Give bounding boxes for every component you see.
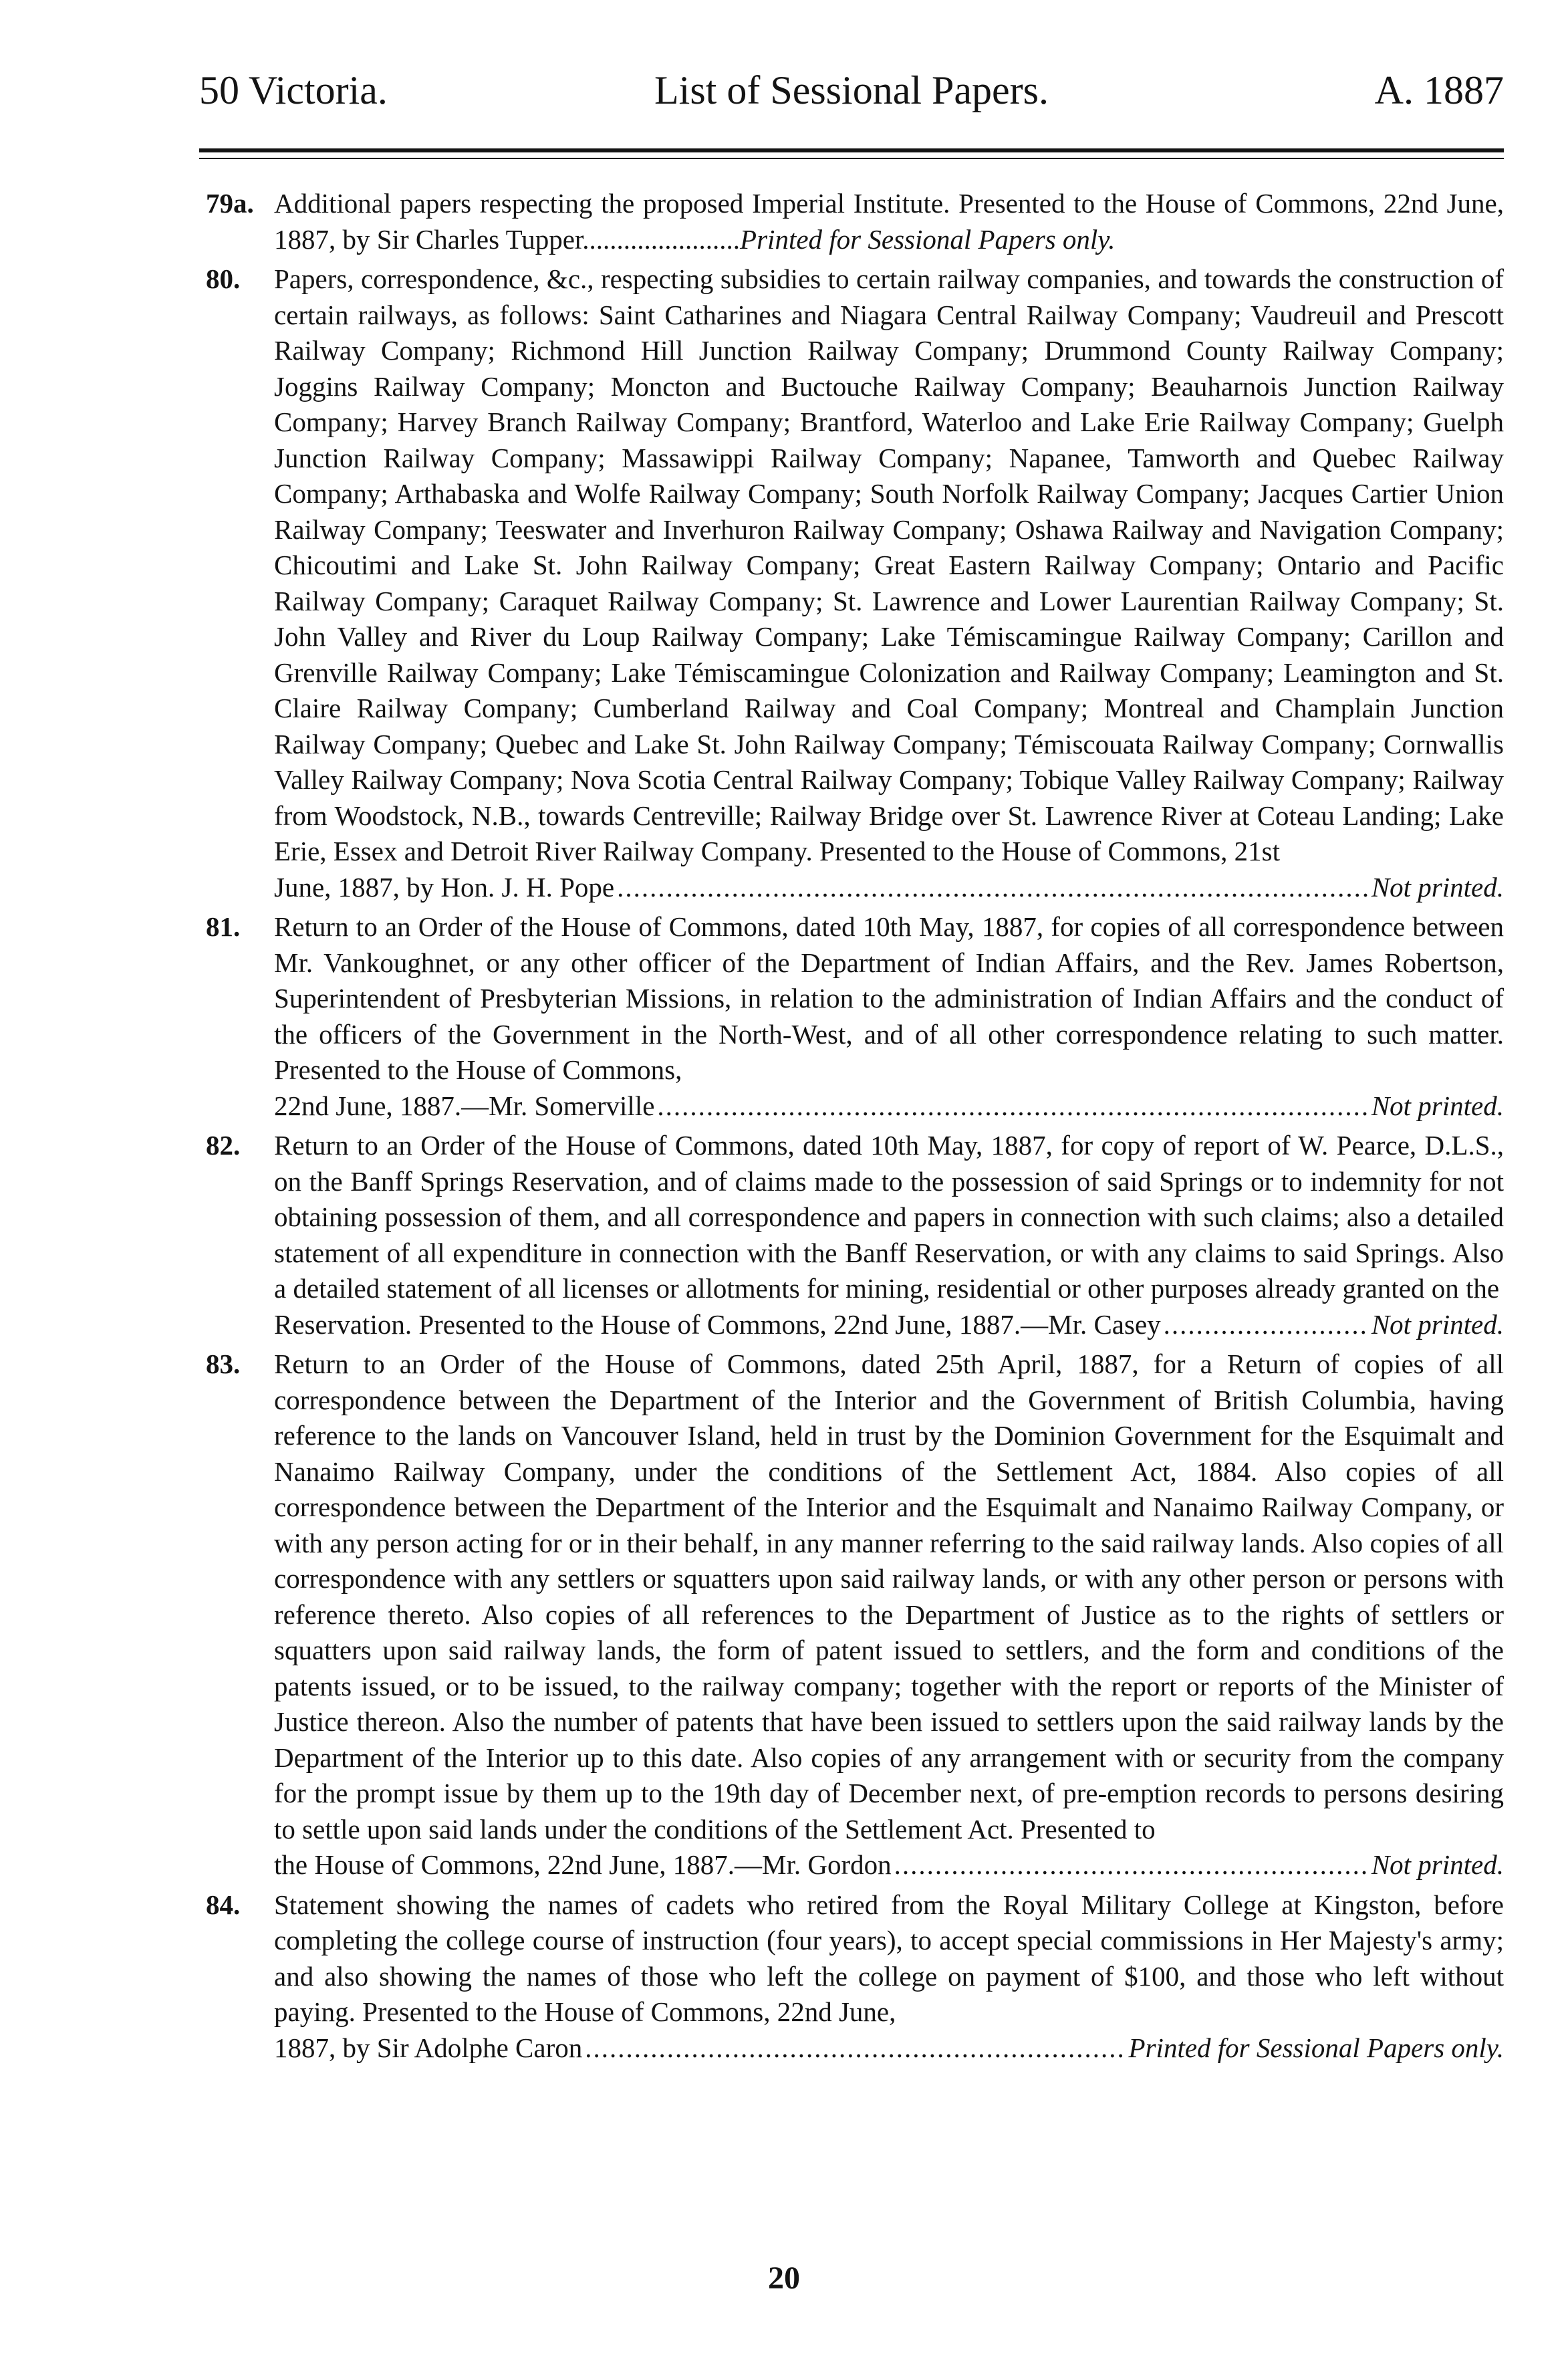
entry-leader-line: [274, 1088, 1504, 1125]
entry-number: 83.: [206, 1348, 241, 1379]
entry-79a: [199, 186, 1504, 257]
entry-text: Return to an Order of the House of Commons, dated 10th May, 1887, for copy of report of W. Pearce, D.L.S., on the Banff Springs Reservation, and of claims made to the possession of said Springs or to indemnity for not obtaining possession of them, and all correspondence and papers in connection with such claims; also a detailed statement of all expenditure in connection with the Banff Reservation, or with any claims to said Springs. Also a detailed statement of all licenses or allotments for mining, residential or other purposes already granted on the: [274, 1130, 1504, 1304]
entry-lead-text: 22nd June, 1887.—Mr. Somerville: [274, 1090, 655, 1121]
dot-leader: .......................: [582, 223, 741, 255]
header-rule-thick: [199, 148, 1504, 152]
entry-81: [199, 909, 1504, 1124]
header-session: 50 Victoria.: [199, 68, 388, 112]
entry-83: [199, 1346, 1504, 1883]
page-number: 20: [768, 2260, 800, 2296]
entry-82: [199, 1128, 1504, 1342]
entry-text: Papers, correspondence, &c., respecting subsidies to certain railway companies, and towards the construction of certain railways, as follows: Saint Catharines and Niagara Central Railway Company; Vaudreuil and Prescott Railway Company; Richmond Hill Junction Railway Company; Drummond County Railway Company; Joggins Railway Company; Moncton and Buctouche Railway Company; Beauharnois Junction Railway Company; Harvey Branch Railway Company; Brantford, Waterloo and Lake Erie Railway Company; Guelph Junction Railway Company; Massawippi Railway Company; Napanee, Tamworth and Quebec Railway Company; Arthabaska and Wolfe Railway Company; South Norfolk Railway Company; Jacques Cartier Union Railway Company; Teeswater and Inverhuron Railway Company; Oshawa Railway and Navigation Company; Chicoutimi and Lake St. John Railway Company; Great Eastern Railway Company; Ontario and Pacific Railway Company; Caraquet Railway Company; St. Lawrence and Lower Laurentian Railway Company; St. John Valley and River du Loup Railway Company; Lake Témiscamingue Railway Company; Carillon and Grenville Railway Company; Lake Témiscamingue Colonization and Railway Company; Leamington and St. Claire Railway Company; Cumberland Railway and Coal Company; Montreal and Champlain Junction Railway Company; Quebec and Lake St. John Railway Company; Témiscouata Railway Company; Cornwallis Valley Railway Company; Nova Scotia Central Railway Company; Tobique Valley Railway Company; Railway from Woodstock, N.B., towards Centreville; Railway Bridge over St. Lawrence River at Coteau Landing; Lake Erie, Essex and Detroit River Railway Company. Presented to the House of Commons, 21st: [274, 263, 1504, 866]
dot-leader: [657, 1088, 1368, 1125]
entry-lead-text: June, 1887, by Hon. J. H. Pope: [274, 871, 615, 903]
entry-status: Not printed.: [1371, 1308, 1504, 1340]
entry-status: Printed for Sessional Papers only.: [740, 223, 1116, 255]
entry-lead-text: Reservation. Presented to the House of Commons, 22nd June, 1887.—Mr. Casey: [274, 1308, 1161, 1340]
entry-status: Not printed.: [1371, 871, 1504, 903]
entry-lead-text: 1887, by Sir Adolphe Caron: [274, 2032, 583, 2063]
dot-leader: [617, 870, 1369, 906]
entry-84: [199, 1887, 1504, 2066]
entry-leader-line: [274, 2030, 1504, 2066]
header-rule-thin: [199, 158, 1504, 159]
entry-text: Statement showing the names of cadets who retired from the Royal Military College at Kingston, before completing the college course of instruction (four years), to accept special commissions in Her Majesty's army; and also showing the names of those who left the college on payment of $100, and those who left without paying. Presented to the House of Commons, 22nd June,: [274, 1889, 1504, 2027]
sessional-papers-list: [199, 186, 1504, 2070]
entry-leader-line: [274, 186, 1504, 257]
dot-leader: [1164, 1307, 1369, 1343]
entry-number: 81.: [206, 911, 241, 942]
entry-status: Not printed.: [1371, 1090, 1504, 1121]
entry-number: 82.: [206, 1130, 241, 1161]
entry-leader-line: [274, 870, 1504, 906]
dot-leader: [585, 2030, 1126, 2066]
entry-number: 79a.: [206, 188, 254, 219]
dot-leader: [894, 1847, 1369, 1883]
entry-status: Printed for Sessional Papers only.: [1128, 2032, 1504, 2063]
entry-number: 84.: [206, 1889, 241, 1920]
entry-text: Return to an Order of the House of Commons, dated 25th April, 1887, for a Return of copies of all correspondence between the Department of the Interior and the Government of British Columbia, having reference to the lands on Vancouver Island, held in trust by the Dominion Government for the Esquimalt and Nanaimo Railway Company, under the conditions of the Settlement Act, 1884. Also copies of all correspondence between the Department of the Interior and the Esquimalt and Nanaimo Railway Company, or with any person acting for or in their behalf, in any manner referring to the said railway lands. Also copies of all correspondence with any settlers or squatters upon said railway lands, or with any other person or persons with reference thereto. Also copies of all references to the Department of Justice as to the rights of settlers or squatters upon said railway lands, the form of patent issued to settlers, and the form and conditions of the patents issued, or to be issued, to the railway company; together with the report or reports of the Minister of Justice thereon. Also the number of patents that have been issued to settlers upon the said railway lands by the Department of the Interior up to this date. Also copies of any arrangement with or security from the company for the prompt issue by them up to the 19th day of December next, of pre-emption records to persons desiring to settle upon said lands under the conditions of the Settlement Act. Presented to: [274, 1348, 1504, 1845]
entry-number: 80.: [206, 263, 241, 294]
entry-lead-text: the House of Commons, 22nd June, 1887.—Mr. Gordon: [274, 1849, 892, 1880]
entry-leader-line: [274, 1847, 1504, 1883]
entry-status: Not printed.: [1371, 1849, 1504, 1880]
entry-leader-line: [274, 1307, 1504, 1343]
entry-80: [199, 261, 1504, 905]
entry-text: Return to an Order of the House of Commons, dated 10th May, 1887, for copies of all correspondence between Mr. Vankoughnet, or any other officer of the Department of Indian Affairs, and the Rev. James Robertson, Superintendent of Presbyterian Missions, in relation to the administration of Indian Affairs and the conduct of the officers of the Government in the North-West, and of all other correspondence relating to such matter. Presented to the House of Commons,: [274, 911, 1504, 1085]
page-header: [199, 60, 1504, 120]
header-year: A. 1887: [1374, 68, 1504, 112]
header-title: List of Sessional Papers.: [654, 68, 1049, 112]
entry-text: Additional papers respecting the proposed Imperial Institute. Presented to the House of Commons, 22nd June, 1887, by Sir Charles Tupper: [274, 188, 1504, 255]
